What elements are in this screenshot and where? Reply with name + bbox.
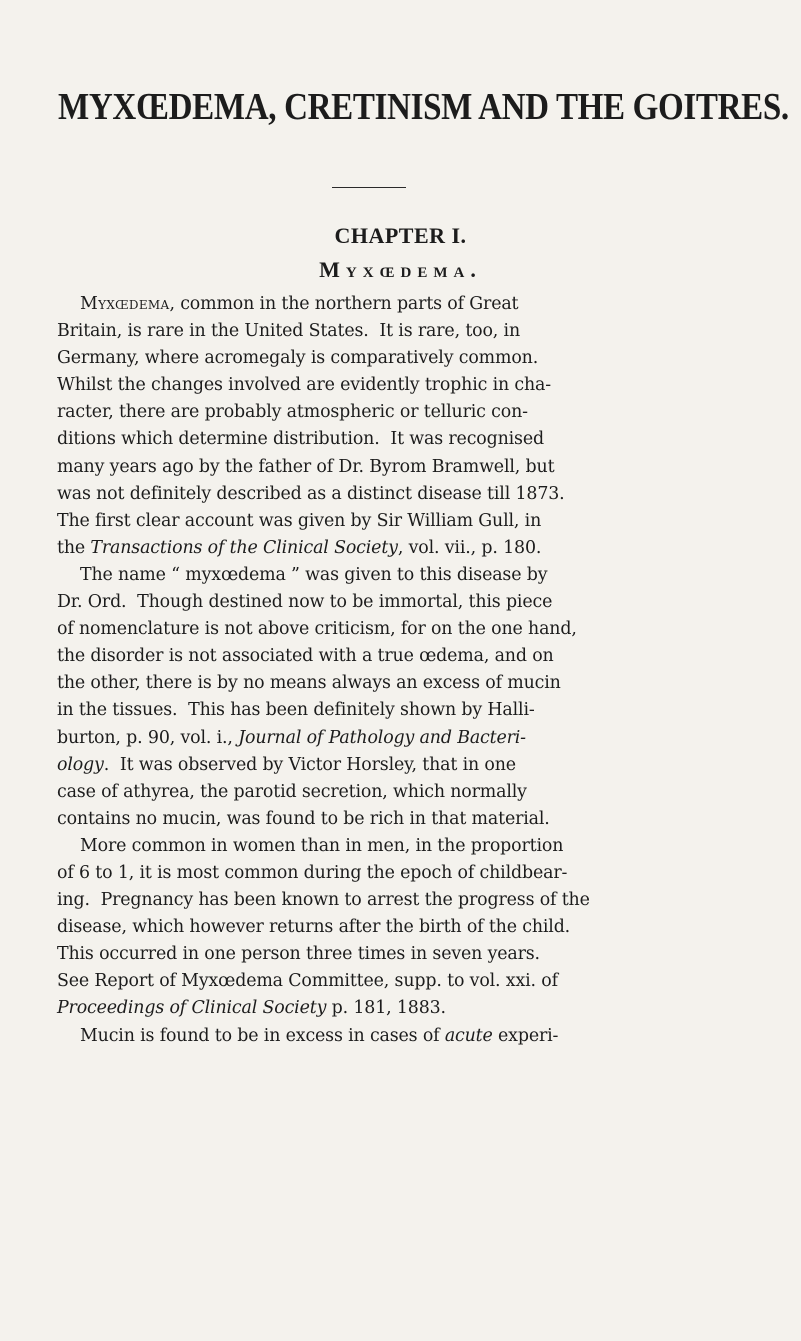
text-run: racter, there are probably atmospheric or telluric con- — [57, 402, 528, 423]
text-line — [57, 508, 707, 535]
italic-text-run: Journal of Pathology and Bacteri- — [238, 727, 526, 748]
body-text — [57, 291, 707, 1050]
text-line — [57, 616, 707, 643]
text-line — [57, 481, 707, 508]
text-run: of 6 to 1, it is most common during the epoch of childbear- — [57, 862, 568, 883]
small-caps-text-run: Myxœdema — [80, 294, 170, 314]
text-run: Britain, is rare in the United States. It is rare, too, in — [57, 321, 521, 342]
text-run: in the tissues. This has been definitely shown by Halli- — [57, 700, 535, 721]
italic-text-run: Transactions of the Clinical Society — [90, 537, 398, 558]
text-run: of nomenclature is not above criticism, for on the one hand, — [57, 619, 577, 640]
text-run: the — [57, 537, 91, 558]
text-line — [57, 535, 707, 562]
text-line — [57, 968, 707, 995]
italic-text-run: ology — [57, 754, 104, 775]
text-line — [57, 860, 707, 887]
text-run: the disorder is not associated with a true œdema, and on — [57, 646, 554, 667]
chapter-subtitle: Myxœdema. — [319, 257, 482, 282]
text-run: More common in women than in men, in the proportion — [80, 835, 564, 856]
italic-text-run: Proceedings of Clinical Society — [57, 998, 327, 1019]
text-run: ing. Pregnancy has been known to arrest the progress of the — [57, 890, 590, 911]
text-line — [57, 806, 707, 833]
text-line — [57, 725, 707, 752]
text-run: The name “ myxœdema ” was given to this disease by — [80, 564, 548, 585]
text-line — [57, 399, 707, 426]
text-line — [57, 643, 707, 670]
text-run: , vol. vii., p. 180. — [397, 537, 542, 558]
text-run: The first clear account was given by Sir William Gull, in — [57, 510, 542, 531]
text-line — [57, 291, 707, 318]
text-run: ditions which determine distribution. It was recognised — [57, 429, 544, 450]
text-run: p. 181, 1883. — [326, 998, 446, 1019]
text-run: Mucin is found to be in excess in cases of — [80, 1025, 445, 1046]
text-run: . It was observed by Victor Horsley, that in one — [103, 754, 516, 775]
text-line — [57, 345, 707, 372]
text-run: burton, p. 90, vol. i., — [57, 727, 239, 748]
text-run: Whilst the changes involved are evidently trophic in cha- — [57, 375, 551, 396]
text-line — [57, 887, 707, 914]
text-line — [57, 454, 707, 481]
text-run: the other, there is by no means always an excess of mucin — [57, 673, 561, 694]
italic-text-run: acute — [444, 1025, 493, 1046]
text-run: Germany, where acromegaly is comparatively common. — [57, 348, 539, 369]
text-line — [57, 562, 707, 589]
text-line — [57, 914, 707, 941]
text-run: many years ago by the father of Dr. Byrom Bramwell, but — [57, 456, 555, 477]
text-line — [57, 426, 707, 453]
text-run: contains no mucin, was found to be rich in that material. — [57, 808, 550, 829]
text-line — [57, 833, 707, 860]
text-line — [57, 697, 707, 724]
text-run: case of athyrea, the parotid secretion, which normally — [57, 781, 527, 802]
text-line — [57, 779, 707, 806]
text-line — [57, 318, 707, 345]
text-run: experi- — [492, 1025, 559, 1046]
text-run: was not definitely described as a distinct disease till 1873. — [57, 483, 565, 504]
text-run: disease, which however returns after the birth of the child. — [57, 917, 571, 938]
title-divider-rule — [332, 187, 406, 188]
text-run: This occurred in one person three times in seven years. — [57, 944, 540, 965]
text-line — [57, 589, 707, 616]
text-line — [57, 941, 707, 968]
text-line — [57, 995, 707, 1022]
text-line — [57, 372, 707, 399]
text-line — [57, 670, 707, 697]
text-line — [57, 752, 707, 779]
text-run: , common in the northern parts of Great — [169, 294, 519, 314]
book-title: MYXŒDEMA, CRETINISM AND THE GOITRES. — [58, 86, 789, 128]
chapter-heading: CHAPTER I. — [334, 223, 467, 248]
text-line — [57, 1023, 707, 1050]
text-run: See Report of Myxœdema Committee, supp. to vol. xxi. of — [57, 971, 558, 992]
text-run: Dr. Ord. Though destined now to be immortal, this piece — [57, 592, 553, 613]
